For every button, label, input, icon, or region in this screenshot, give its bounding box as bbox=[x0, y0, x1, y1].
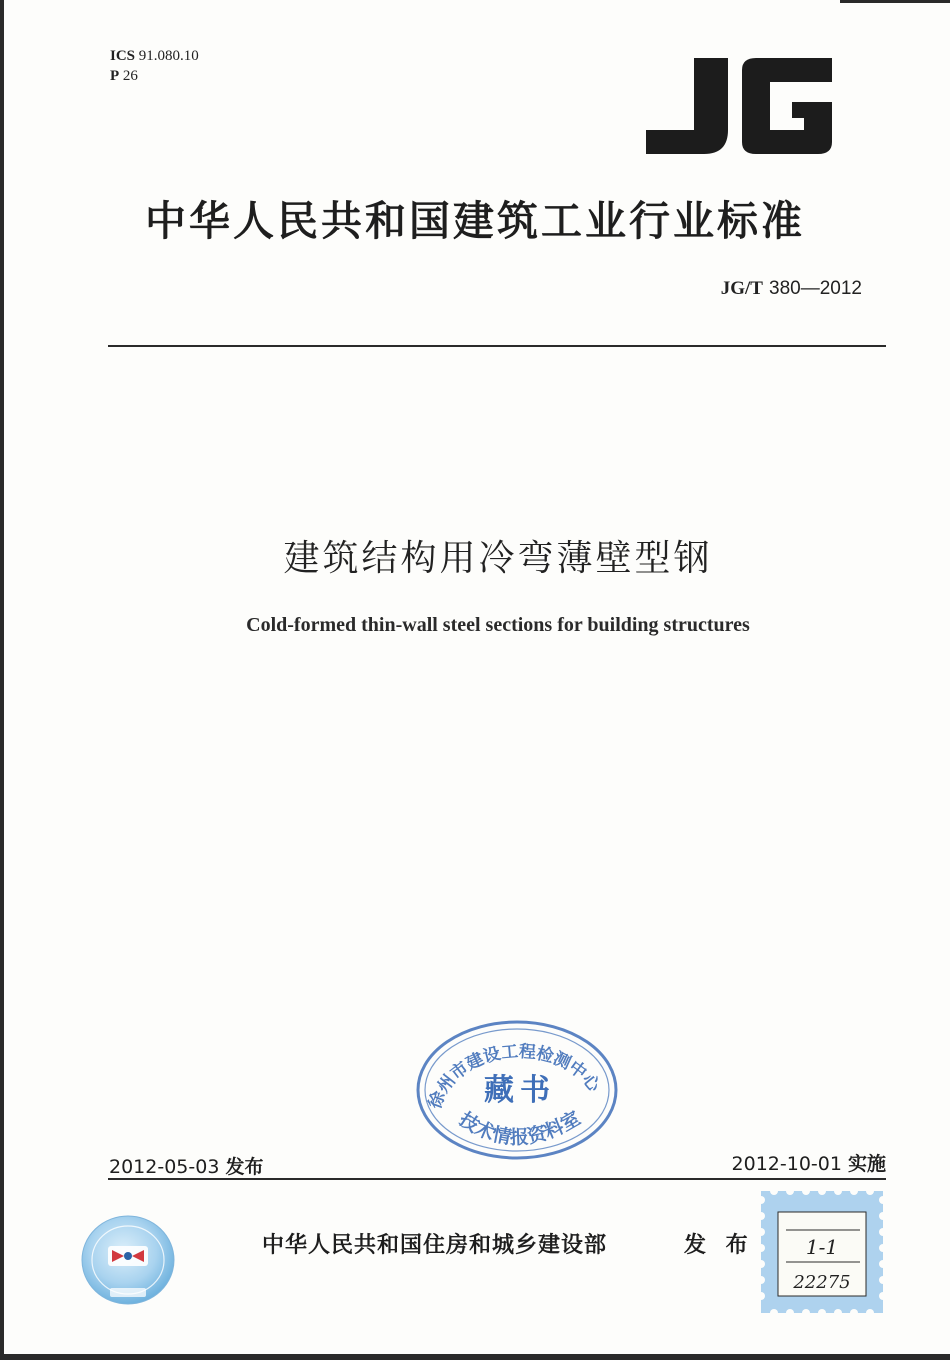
standard-number-prefix: JG/T bbox=[720, 278, 763, 299]
handwritten-code-1: 1-1 bbox=[805, 1235, 839, 1259]
jg-logo bbox=[646, 58, 832, 154]
ics-line bbox=[110, 46, 199, 66]
effective-label: 实施 bbox=[847, 1153, 886, 1175]
footer-divider bbox=[108, 1178, 886, 1180]
ics-code: 91.080.10 bbox=[138, 48, 199, 64]
standard-category-title: 中华人民共和国建筑工业行业标准 bbox=[145, 197, 805, 245]
issuing-authority: 中华人民共和国住房和城乡建设部 bbox=[262, 1233, 608, 1258]
publish-label: 发布 bbox=[225, 1156, 264, 1178]
effective-date-line bbox=[690, 1149, 886, 1176]
document-title-chinese: 建筑结构用冷弯薄壁型钢 bbox=[283, 538, 713, 579]
classification-codes bbox=[110, 46, 199, 86]
issue-label: 发 布 bbox=[684, 1233, 754, 1258]
scan-border-bottom bbox=[0, 1354, 950, 1360]
class-number: 26 bbox=[122, 68, 138, 84]
ics-label: ICS bbox=[110, 48, 136, 64]
scan-border-top bbox=[840, 0, 950, 3]
handwritten-code-2: 22275 bbox=[793, 1272, 851, 1293]
anti-counterfeit-hologram bbox=[80, 1214, 176, 1306]
stamp-bottom-text: 技术情报资料室 bbox=[455, 1107, 585, 1149]
publish-date: 2012-05-03 bbox=[109, 1156, 220, 1178]
standard-number-value: 380—2012 bbox=[769, 278, 862, 299]
stamp-center-text: 藏书 bbox=[484, 1073, 556, 1108]
stamp-arc-text: 徐州市建设工程检测中心 bbox=[425, 1041, 604, 1112]
document-title-english: Cold-formed thin-wall steel sections for building structures bbox=[246, 614, 750, 636]
effective-date: 2012-10-01 bbox=[731, 1153, 842, 1175]
postage-stamp-label bbox=[760, 1190, 884, 1314]
class-letter: P bbox=[110, 68, 120, 84]
header-divider bbox=[108, 345, 886, 347]
standard-number bbox=[700, 277, 862, 300]
publish-date-line bbox=[109, 1152, 263, 1179]
library-stamp bbox=[414, 1018, 620, 1162]
class-line bbox=[110, 66, 199, 86]
